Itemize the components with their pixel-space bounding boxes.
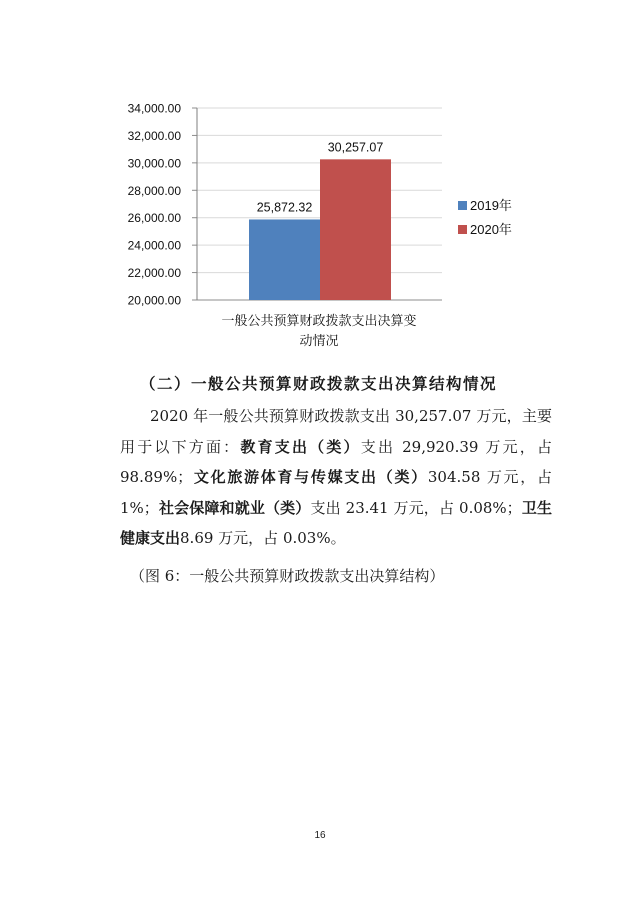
y-tick-label: 20,000.00 bbox=[127, 293, 181, 308]
budget-change-bar-chart bbox=[0, 0, 640, 370]
y-tick-label: 26,000.00 bbox=[127, 211, 181, 226]
y-axis-tick-labels bbox=[128, 102, 182, 308]
section-heading: （二）一般公共预算财政拨款支出决算结构情况 bbox=[140, 375, 498, 393]
y-tick-label: 28,000.00 bbox=[127, 183, 181, 198]
para-intro: 2020 年一般公共预算财政拨款支出 30,257.07 万元，主要用于以下方面： bbox=[120, 407, 552, 456]
y-tick-label: 30,000.00 bbox=[127, 156, 181, 171]
item-social-security-text: 支出 23.41 万元，占 0.08%； bbox=[310, 498, 522, 517]
legend-label: 2019年 bbox=[470, 198, 512, 213]
legend-swatch bbox=[458, 225, 467, 234]
chart-legend bbox=[458, 198, 512, 237]
bar-2019年 bbox=[249, 219, 320, 300]
item-health-text: 8.69 万元，占 0.03%。 bbox=[180, 529, 346, 547]
data-label-2020年: 30,257.07 bbox=[327, 140, 384, 155]
y-tick-label: 24,000.00 bbox=[127, 238, 181, 253]
x-category-label-line: 一般公共预算财政拨款支出决算变 bbox=[221, 313, 417, 328]
bar-2020年 bbox=[320, 159, 391, 300]
x-category-label-line: 动情况 bbox=[299, 333, 339, 348]
x-axis-category-label bbox=[221, 313, 416, 348]
data-label-2019年: 25,872.32 bbox=[256, 200, 313, 215]
legend-swatch bbox=[458, 201, 467, 210]
item-education-label: 教育支出（类） bbox=[240, 437, 361, 456]
structure-paragraph bbox=[120, 401, 552, 554]
item-health-label: 卫生健康支出 bbox=[120, 498, 552, 547]
figure-caption: （图 6：一般公共预算财政拨款支出决算结构） bbox=[130, 567, 445, 585]
page-number: 16 bbox=[314, 830, 326, 841]
item-education-text: 支出 29,920.39 万元，占 98.89%； bbox=[120, 437, 552, 486]
chart-bars bbox=[249, 159, 391, 300]
y-tick-label: 32,000.00 bbox=[127, 128, 181, 143]
y-tick-label: 22,000.00 bbox=[127, 266, 181, 281]
item-social-security-label: 社会保障和就业（类） bbox=[158, 498, 311, 517]
item-culture-text: 304.58 万元，占 1%； bbox=[120, 468, 552, 517]
legend-label: 2020年 bbox=[470, 222, 512, 237]
y-tick-label: 34,000.00 bbox=[127, 101, 181, 116]
item-culture-label: 文化旅游体育与传媒支出（类） bbox=[192, 468, 428, 486]
